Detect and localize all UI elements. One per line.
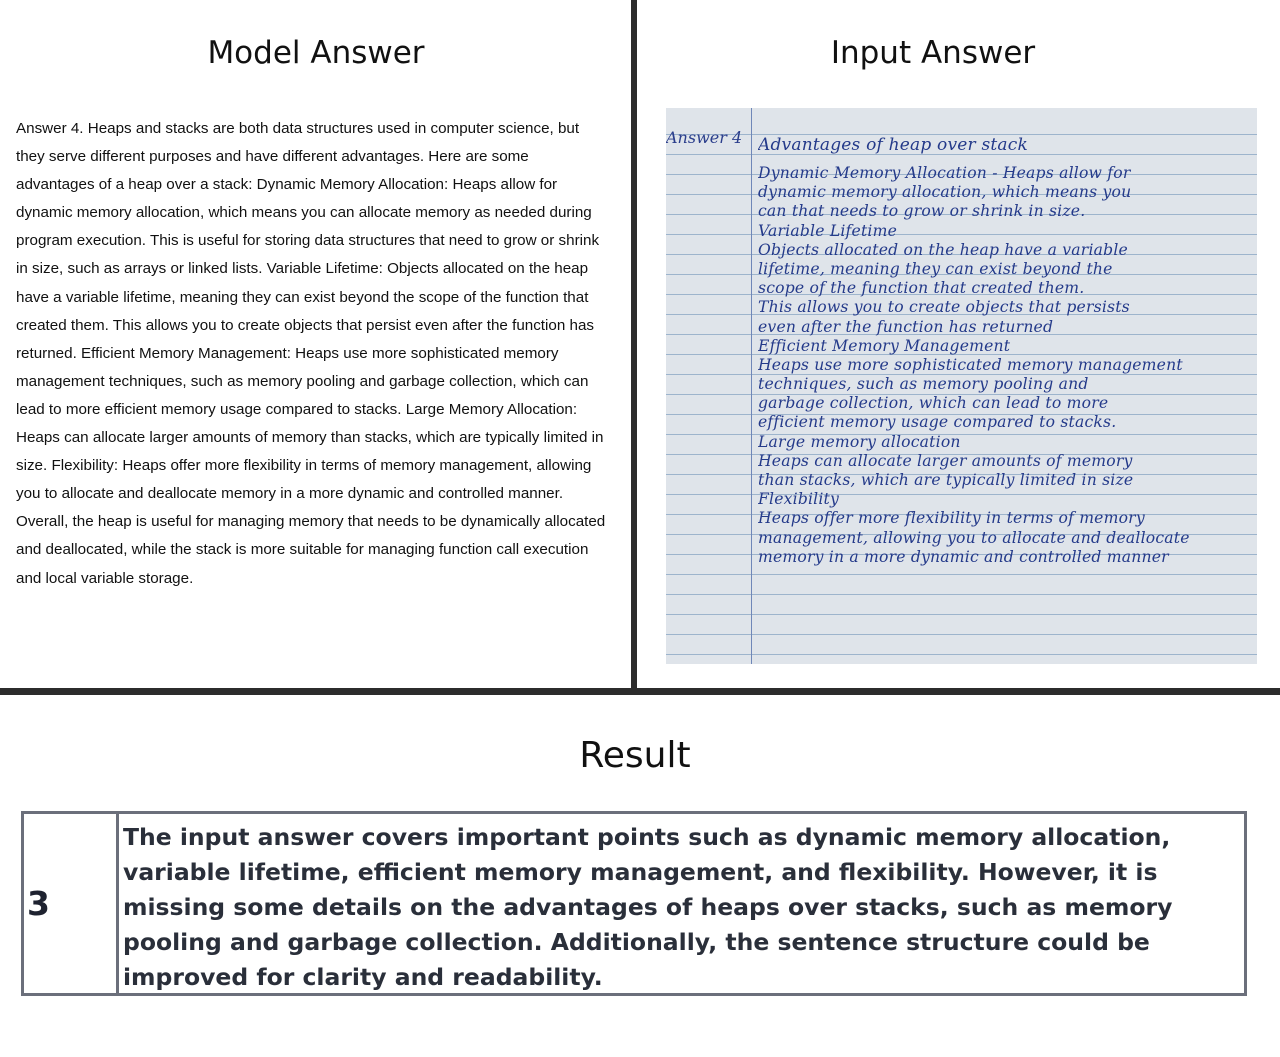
handwritten-line: lifetime, meaning they can exist beyond the: [758, 259, 1113, 278]
handwritten-line: Heaps offer more flexibility in terms of memory: [758, 509, 1145, 528]
handwritten-line: Objects allocated on the heap have a variable: [758, 240, 1128, 259]
handwritten-line: techniques, such as memory pooling and: [758, 375, 1089, 394]
handwritten-lines: [758, 130, 1257, 567]
handwritten-line: Variable Lifetime: [758, 221, 898, 240]
handwritten-line: garbage collection, which can lead to more: [758, 394, 1109, 413]
handwritten-line: can that needs to grow or shrink in size.: [758, 202, 1086, 221]
handwritten-line: This allows you to create objects that persists: [758, 298, 1130, 317]
model-answer-heading: Model Answer: [207, 35, 425, 71]
handwritten-line: Large memory allocation: [758, 432, 961, 451]
handwritten-line: Efficient Memory Management: [758, 336, 1011, 355]
handwritten-line: efficient memory usage compared to stacks.: [758, 413, 1117, 432]
handwritten-line: Heaps use more sophisticated memory management: [758, 355, 1183, 374]
result-heading: Result: [579, 735, 691, 776]
notebook-margin-line: [751, 108, 752, 664]
handwritten-line: memory in a more dynamic and controlled manner: [758, 547, 1169, 566]
handwritten-line: scope of the function that created them.: [758, 279, 1085, 298]
handwritten-line: management, allowing you to allocate and deallocate: [758, 528, 1190, 547]
handwritten-line: Heaps can allocate larger amounts of memory: [758, 451, 1133, 470]
handwritten-answer-image: [666, 108, 1257, 664]
handwritten-line: dynamic memory allocation, which means you: [758, 183, 1132, 202]
handwritten-answer-label: Answer 4: [666, 128, 743, 147]
handwritten-line: Dynamic Memory Allocation - Heaps allow for: [758, 164, 1131, 182]
score-cell: 3: [24, 814, 119, 993]
handwritten-line: even after the function has returned: [758, 317, 1054, 336]
feedback-text: The input answer covers important points such as dynamic memory allocation, variable lifetime, efficient memory management, and flexibility. However, it is missing some details on the advantages of heaps over stacks, such as memory pooling and garbage collection. Additionally, the sentence structure could be improved for clarity and readability.: [123, 823, 1173, 991]
result-table: [21, 811, 1247, 996]
handwritten-line: than stacks, which are typically limited in size: [758, 471, 1134, 489]
handwritten-line: Advantages of heap over stack: [758, 135, 1028, 155]
model-answer-text: Answer 4. Heaps and stacks are both data structures used in computer science, but they serve different purposes and have different advantages. Here are some advantages of a heap over a stack: Dynamic Memory Allocation: Heaps allow for dynamic memory allocation, which means you can allocate memory as needed during program execution. This is useful for storing data structures that need to grow or shrink in size, such as arrays or linked lists. Variable Lifetime: Objects allocated on the heap have a variable lifetime, meaning they can exist beyond the scope of the function that created them. This allows you to create objects that persist even after the function has returned. Efficient Memory Management: Heaps use more sophisticated memory management techniques, such as memory pooling and garbage collection, which can lead to more efficient memory usage compared to stacks. Large Memory Allocation: Heaps can allocate larger amounts of memory than stacks, which are typically limited in size. Flexibility: Heaps offer more flexibility in terms of memory management, allowing you to allocate and deallocate memory in a more dynamic and controlled manner. Overall, the heap is useful for managing memory that needs to be dynamically allocated and deallocated, while the stack is more suitable for managing function call execution and local variable storage.: [16, 120, 606, 587]
horizontal-divider: [0, 688, 1280, 695]
vertical-divider: [631, 0, 637, 688]
handwritten-line: Flexibility: [758, 490, 840, 509]
input-answer-heading: Input Answer: [830, 35, 1036, 71]
